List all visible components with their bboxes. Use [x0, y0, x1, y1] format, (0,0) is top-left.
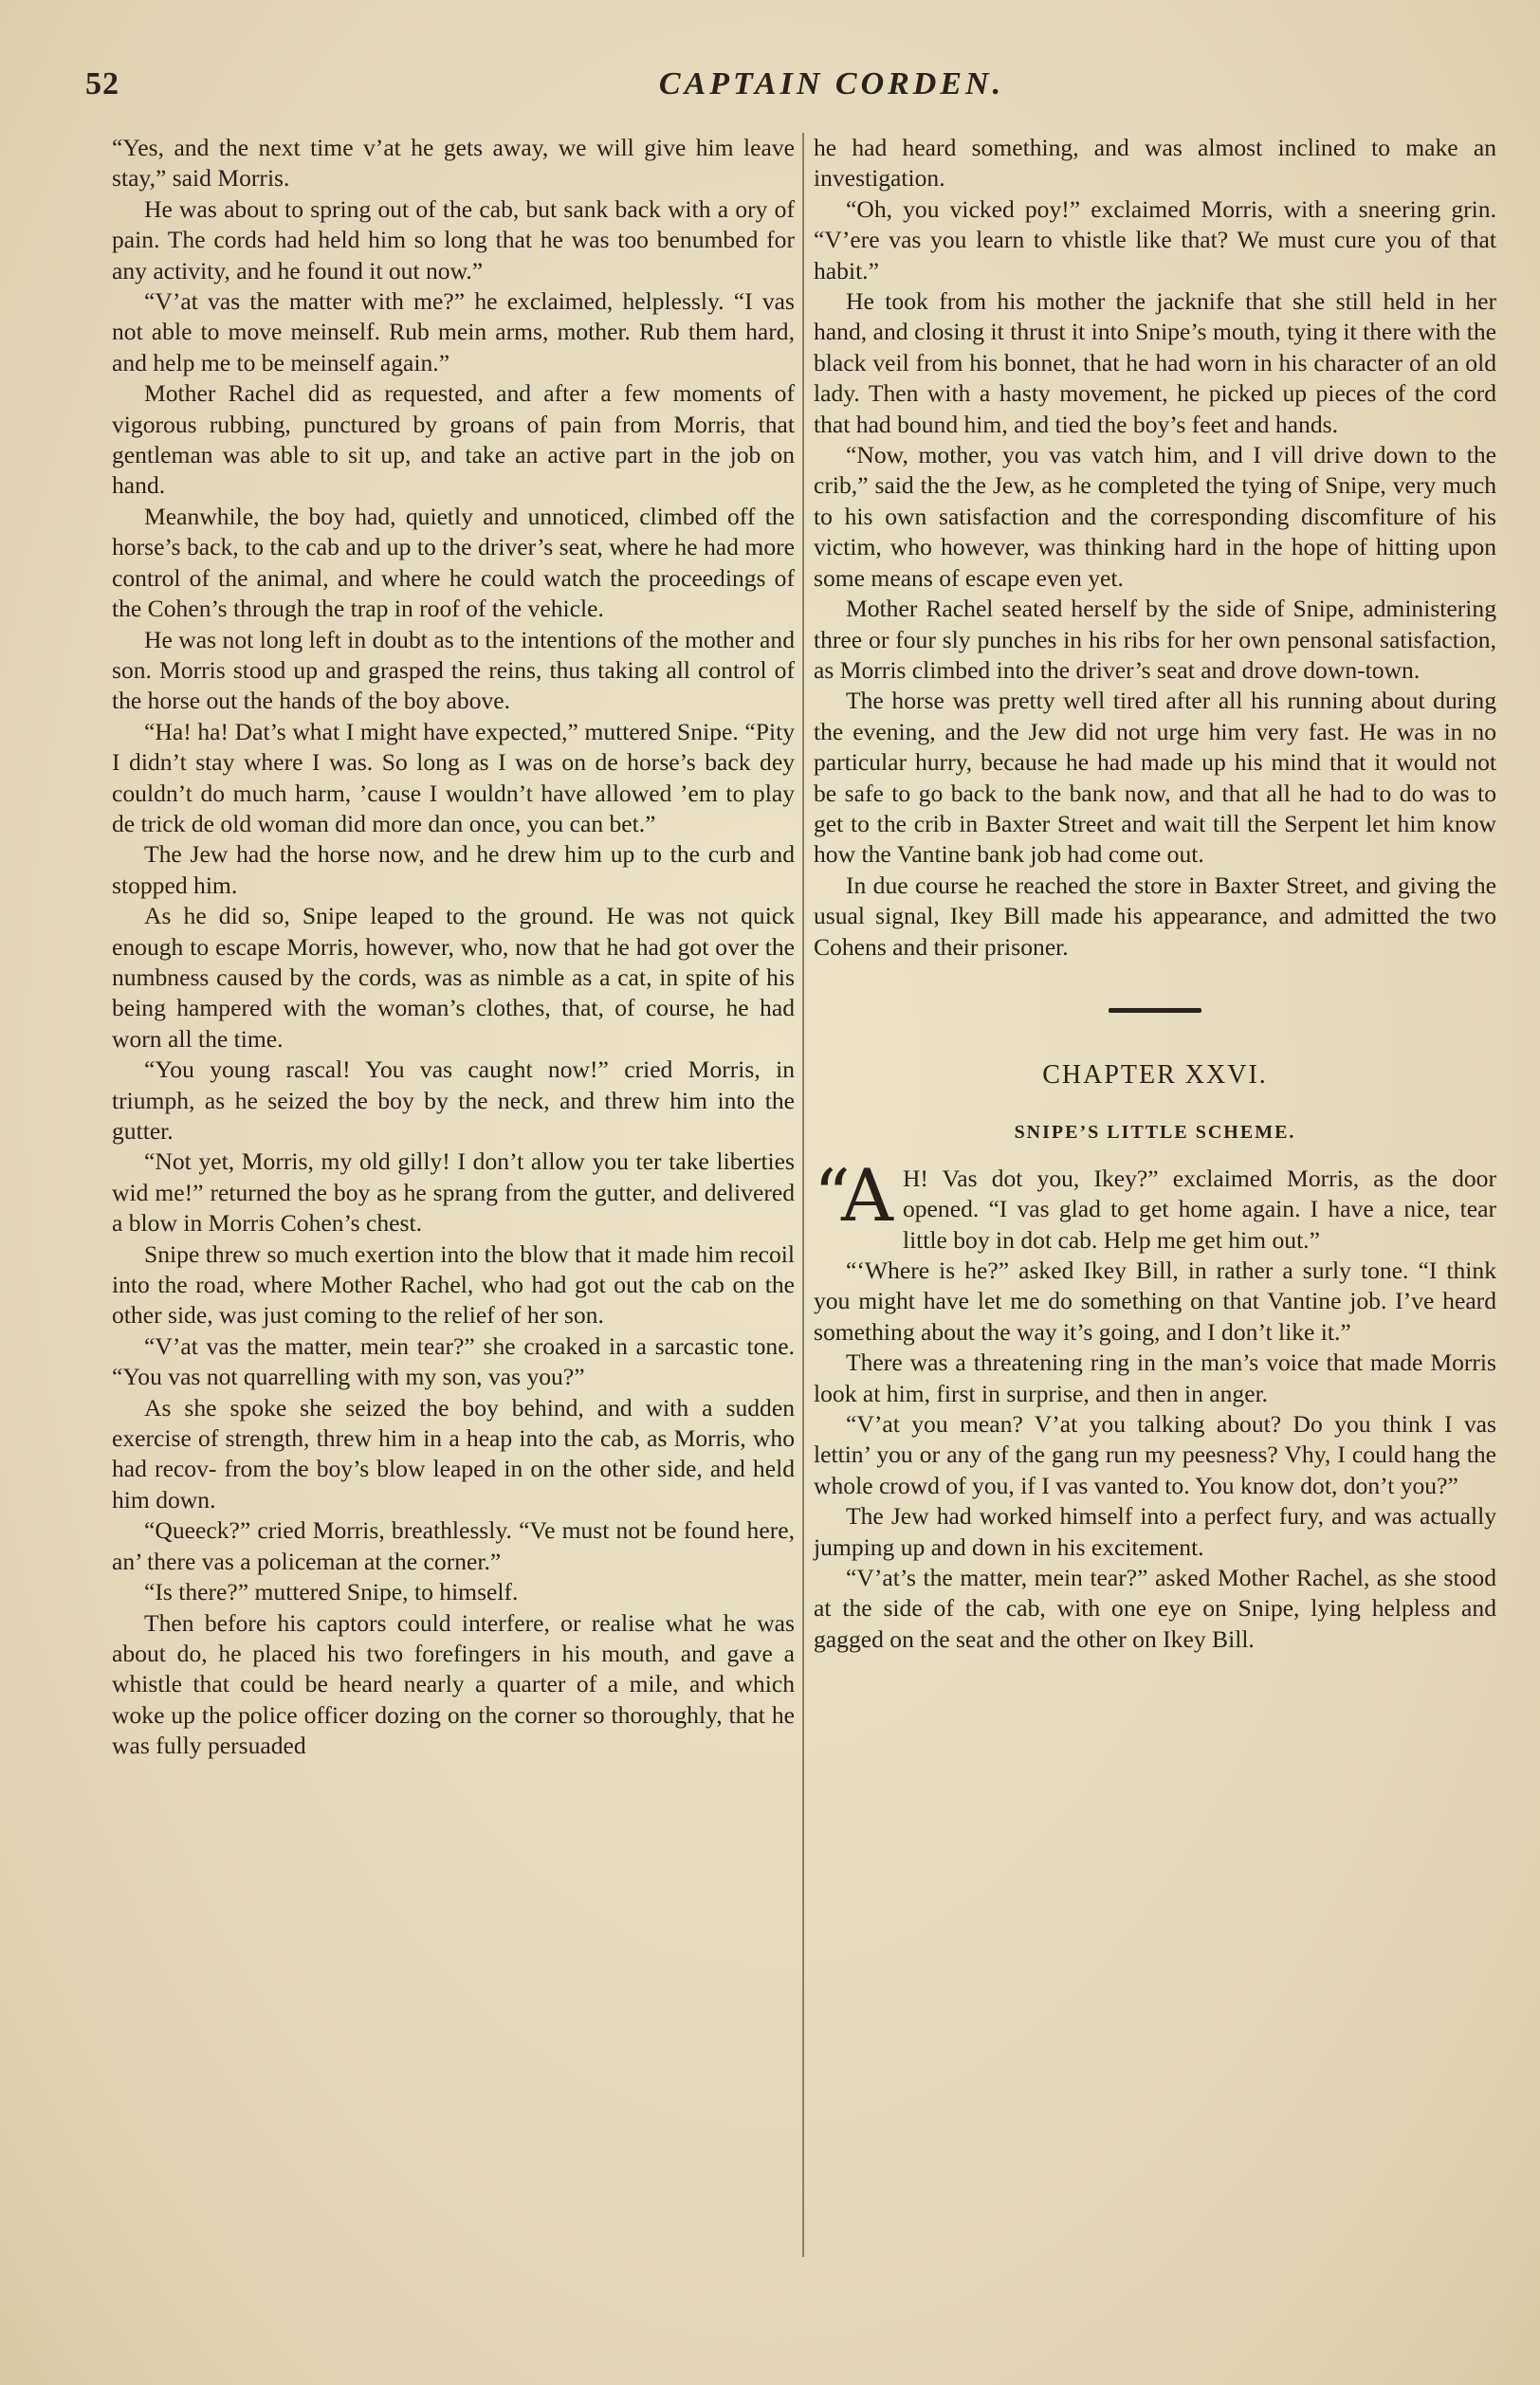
- paragraph: “Ha! ha! Dat’s what I might have expected,” muttered Snipe. “Pity I didn’t stay where I was. So long as I was on de horse’s back dey couldn’t do much harm, ’cause I wouldn’t have allowed ’em to play de trick de old woman did more dan once, you can bet.”: [112, 717, 795, 837]
- paragraph: “V’at vas the matter with me?” he exclaimed, helplessly. “I vas not able to move meinself. Rub mein arms, mother. Rub them hard, and help me to be meinself again.”: [112, 287, 795, 376]
- paragraph: “V’at’s the matter, mein tear?” asked Mother Rachel, as she stood at the side of the cab, with one eye on Snipe, lying helpless and gagged on the seat and the other on Ikey Bill.: [814, 1564, 1496, 1653]
- paragraph: Mother Rachel seated herself by the side of Snipe, administering three or four sly punches in his ribs for her own pensonal satisfaction, as Morris climbed into the driver’s seat and drove down-town.: [814, 595, 1496, 684]
- paragraph: There was a threatening ring in the man’s voice that made Morris look at him, first in surprise, and then in anger.: [814, 1348, 1496, 1407]
- chapter-title: CHAPTER XXVI.: [1042, 1059, 1268, 1090]
- paragraph: Snipe threw so much exertion into the blow that it made him recoil into the road, where Mother Rachel, who had got out the cab on the other side, was just coming to the relief of her son.: [112, 1239, 795, 1330]
- paragraph: he had heard something, and was almost inclined to make an investigation.: [814, 134, 1496, 193]
- paragraph: “‘Where is he?” asked Ikey Bill, in rather a surly tone. “I think you might have let me do something on that Vantine job. I’ve heard something about the way it’s going, and I don’t like it.”: [814, 1257, 1496, 1346]
- chapter-opening: [814, 1152, 1496, 1256]
- paragraph: He took from his mother the jacknife that she still held in her hand, and closing it thrust it into Snipe’s mouth, tying it there with the black veil from his bonnet, that he had worn in his character of an old lady. Then with a hasty movement, he picked up pieces of the cord that had bound him, and tied the boy’s feet and hands.: [814, 287, 1496, 438]
- paragraph: “Not yet, Morris, my old gilly! I don’t allow you ter take liberties wid me!” returned the boy as he sprang from the gutter, and delivered a blow in Morris Cohen’s chest.: [112, 1147, 795, 1238]
- paragraph: Mother Rachel did as requested, and after a few moments of vigorous rubbing, punctured by groans of pain from Morris, that gentleman was able to sit up, and take an active part in the job on hand.: [112, 379, 795, 500]
- paragraph: “Now, mother, you vas vatch him, and I vill drive down to the crib,” said the the Jew, as he completed the tying of Snipe, very much to his own satisfaction and the corresponding discomfiture of his victim, who however, was thinking hard in the hope of hitting upon some means of escape even yet.: [814, 441, 1496, 592]
- chapter-subtitle: SNIPE’S LITTLE SCHEME.: [1014, 1122, 1296, 1144]
- section-divider: [1109, 1008, 1201, 1013]
- paragraph: In due course he reached the store in Baxter Street, and giving the usual signal, Ikey Bill made his appearance, and admitted the two Cohens and their prisoner.: [814, 871, 1496, 961]
- column-divider: [802, 133, 804, 2257]
- paragraph: He was not long left in doubt as to the intentions of the mother and son. Morris stood up and grasped the reins, thus taking all control of the horse out the hands of the boy above.: [112, 625, 795, 715]
- paragraph: The horse was pretty well tired after all his running about during the evening, and the Jew did not urge him very fast. He was in no particular hurry, because he had made up his mind that it would not be safe to go back to the bank now, and that all he had to do was to get to the crib in Baxter Street and wait till the Serpent let him know how the Vantine bank job had come out.: [814, 687, 1496, 869]
- paragraph: “Oh, you vicked poy!” exclaimed Morris, with a sneering grin. “V’ere vas you learn to vhistle like that? We must cure you of that habit.”: [814, 194, 1496, 284]
- right-column: [814, 133, 1496, 1655]
- paragraph: He was about to spring out of the cab, but sank back with a ory of pain. The cords had held him so long that he was too benumbed for any activity, and he found it out now.”: [112, 194, 795, 284]
- paragraph: As he did so, Snipe leaped to the ground. He was not quick enough to escape Morris, however, who, now that he had got over the numbness caused by the cords, was as nimble as a cat, in spite of his being hampered with the woman’s clothes, that, of course, he had worn all the time.: [112, 902, 795, 1053]
- drop-cap: “A: [814, 1152, 893, 1238]
- paragraph: “V’at you mean? V’at you talking about? Do you think I vas lettin’ you or any of the gang run my peesness? Vhy, I could hang the whole crowd of you, if I vas vanted to. You know dot, don’t you?”: [814, 1410, 1496, 1499]
- page-number: 52: [85, 66, 119, 101]
- paragraph: The Jew had the horse now, and he drew him up to the curb and stopped him.: [112, 840, 795, 899]
- paragraph: Then before his captors could interfere, or realise what he was about do, he placed his two forefingers in his mouth, and gave a whistle that could be heard nearly a quarter of a mile, and which woke up the police officer dozing on the corner so thoroughly, that he was fully persuaded: [112, 1608, 795, 1760]
- paragraph: The Jew had worked himself into a perfect fury, and was actually jumping up and down in his excitement.: [814, 1502, 1496, 1561]
- paragraph: “Queeck?” cried Morris, breathlessly. “Ve must not be found here, an’ there vas a policeman at the corner.”: [112, 1516, 795, 1575]
- paragraph: As she spoke she seized the boy behind, and with a sudden exercise of strength, threw him in a heap into the cab, as Morris, who had recov- from the boy’s blow leaped in on the other side, and held him down.: [112, 1393, 795, 1514]
- paragraph: “Is there?” muttered Snipe, to himself.: [144, 1578, 519, 1606]
- paragraph: “You young rascal! You vas caught now!” cried Morris, in triumph, as he seized the boy by the neck, and threw him into the gutter.: [112, 1055, 795, 1145]
- page-header: [85, 66, 1464, 114]
- paragraph: “V’at vas the matter, mein tear?” she croaked in a sarcastic tone. “You vas not quarrelling with my son, vas you?”: [112, 1331, 795, 1391]
- left-column: [112, 133, 795, 1762]
- paragraph: “Yes, and the next time v’at he gets away, we will give him leave stay,” said Morris.: [112, 134, 795, 193]
- paragraph: H! Vas dot you, Ikey?” exclaimed Morris, as the door opened. “I vas glad to get home again. I have a nice, tear little boy in dot cab. Help me get him out.”: [902, 1164, 1496, 1254]
- running-title: CAPTAIN CORDEN.: [658, 66, 1005, 101]
- paragraph: Meanwhile, the boy had, quietly and unnoticed, climbed off the horse’s back, to the cab and up to the driver’s seat, where he had more control of the animal, and where he could watch the proceedings of the Cohen’s through the trap in roof of the vehicle.: [112, 502, 795, 623]
